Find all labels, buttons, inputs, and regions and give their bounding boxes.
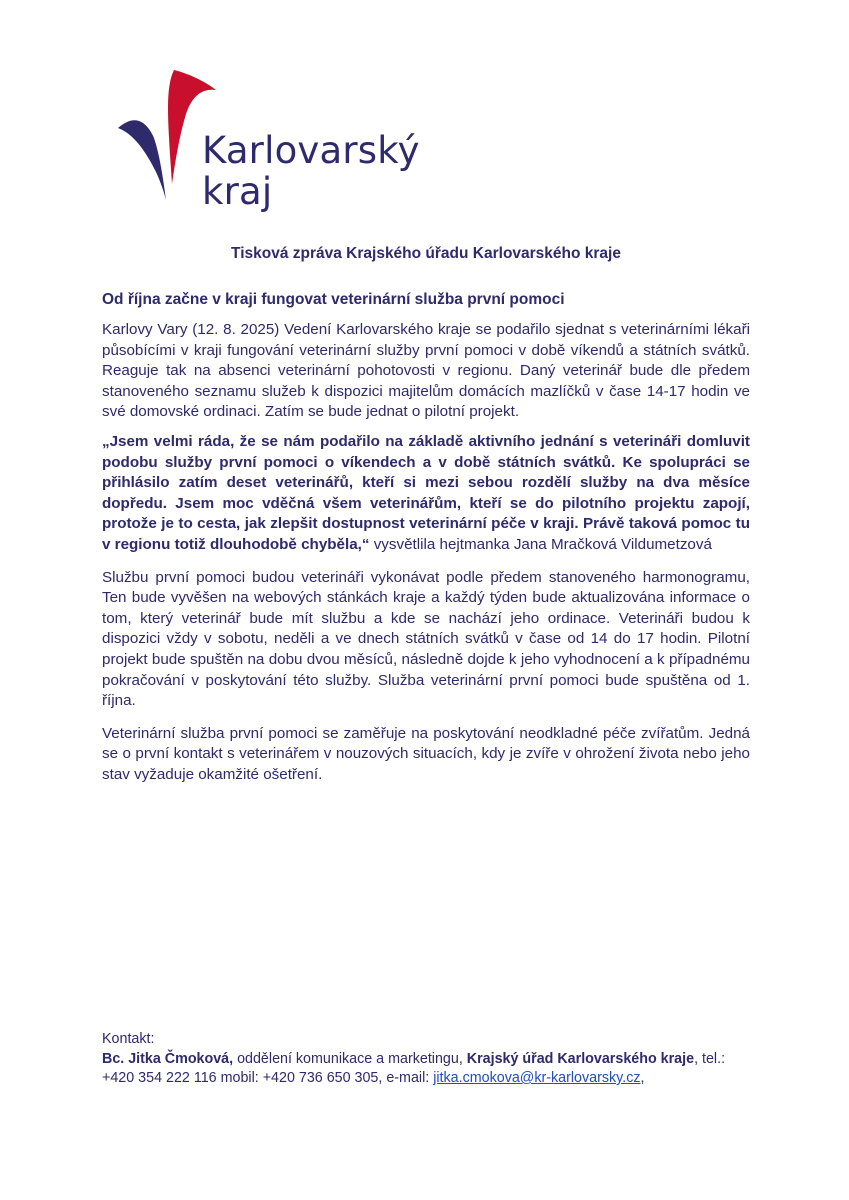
contact-department: oddělení komunikace a marketingu,	[233, 1050, 467, 1067]
contact-office: Krajský úřad Karlovarského kraje	[466, 1050, 695, 1067]
contact-name: Bc. Jitka Čmoková,	[102, 1050, 234, 1067]
contact-phones: , tel.: +420 354 222 116 mobil: +420 736 650 305, e-mail:	[102, 1050, 726, 1086]
paragraph-service-focus: Veterinární služba první pomoci se zaměřuje na poskytování neodkladné péče zvířatům. Jedná se o první kontakt s veterinářem v nouzových situacích, kdy je zvíře v ohrožení života nebo jeho stav vyžaduje okamžité ošetření.	[102, 724, 750, 783]
document-title: Tisková zpráva Krajského úřadu Karlovarského kraje	[231, 245, 621, 262]
article-body	[102, 244, 750, 794]
contact-trailing: ,	[640, 1070, 645, 1086]
logo-wordmark	[202, 130, 420, 212]
quote-attribution: vysvětlila hejtmanka Jana Mračková Vildumetzová	[369, 535, 712, 553]
contact-block	[102, 1030, 750, 1089]
contact-label: Kontakt:	[102, 1031, 155, 1047]
karlovarsky-kraj-logo	[116, 68, 436, 218]
article-headline: Od října začne v kraji fungovat veterinární služba první pomoci	[102, 291, 565, 308]
quote-text: „Jsem velmi ráda, že se nám podařilo na základě aktivního jednání s veterináři domluvit podobu služby první pomoci o víkendech a v době státních svátků. Ke spolupráci se přihlásilo zatím deset veterinářů, kteří si mezi sebou rozdělí služby na dva měsíce dopředu. Jsem moc vděčná všem veterinářům, kteří se do pilotního projektu zapojí, protože je to cesta, jak zlepšit dostupnost veterinární péče v kraji. Právě taková pomoc tu v regionu totiž dlouhodobě chyběla,“	[102, 432, 750, 553]
paragraph-quote	[102, 432, 750, 556]
contact-email-link[interactable]: jitka.cmokova@kr-karlovarsky.cz	[433, 1070, 641, 1086]
contact-details	[102, 1050, 750, 1089]
paragraph-schedule: Službu první pomoci budou veterináři vykonávat podle předem stanoveného harmonogramu, Ten bude vyvěšen na webových stánkách kraje a každý týden bude aktualizována informace o tom, který veterinář bude mít službu a kde se nachází jeho ordinace. Veterináři budou k dispozici vždy v sobotu, neděli a ve dnech státních svátků v čase od 14 do 17 hodin. Pilotní projekt bude spuštěn na dobu dvou měsíců, následně dojde k jeho vyhodnocení a k případnému pokračování v poskytování této služby. Služba veterinární první pomoci bude spuštěna od 1. října.	[102, 568, 750, 710]
logo-name-line2: kraj	[202, 170, 273, 213]
paragraph-intro: Karlovy Vary (12. 8. 2025) Vedení Karlovarského kraje se podařilo sjednat s veterinárními lékaři působícími v kraji fungování veterinární služby první pomoci v době víkendů a státních svátků. Reaguje tak na absenci veterinární pohotovosti v regionu. Daný veterinář bude dle předem stanoveného seznamu služeb k dispozici majitelům domácích mazlíčků v čase 14-17 hodin ve své domovské ordinaci. Zatím se bude jednat o pilotní projekt.	[102, 321, 750, 421]
logo-name-line1: Karlovarský	[202, 129, 420, 172]
